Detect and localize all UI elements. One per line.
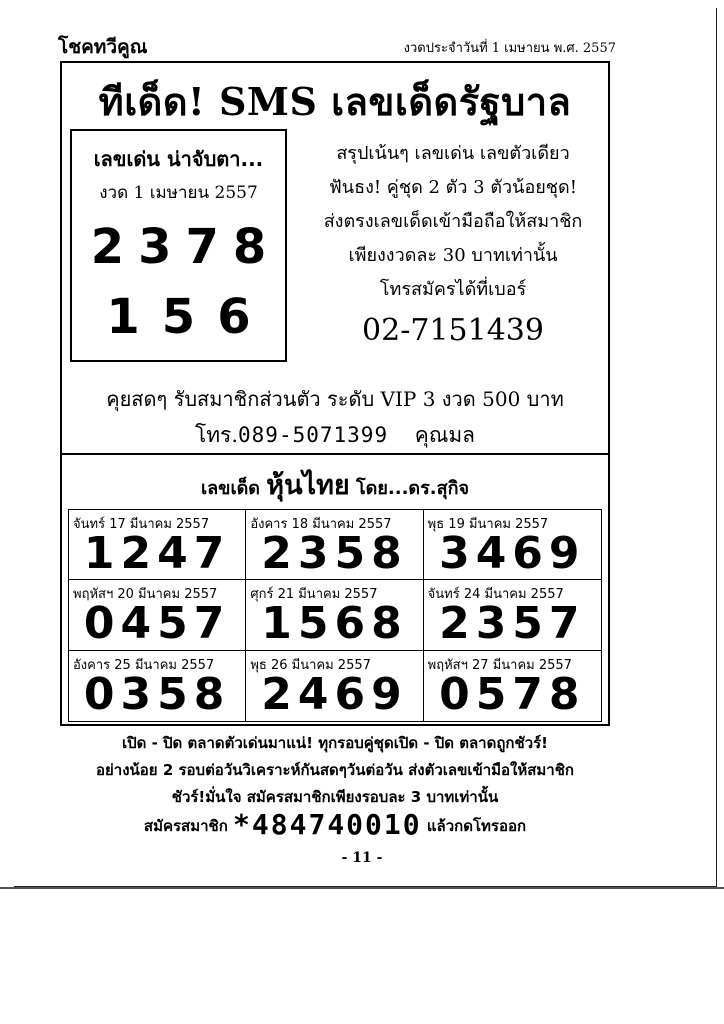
stock-date: อังคาร 18 มีนาคม 2557 — [250, 517, 392, 532]
magazine-name: โชคทวีคูณ — [58, 36, 148, 58]
promo-line: เพียงงวดละ 30 บาทเท่านั้น — [348, 245, 558, 266]
subscribe-code: *484740010 — [233, 808, 422, 841]
hot-digits-three: 156 — [106, 289, 273, 345]
stock-number: 0457 — [83, 598, 231, 650]
stock-cell — [69, 651, 246, 721]
stock-cell — [424, 510, 601, 580]
stock-number: 0358 — [83, 668, 231, 720]
stock-date: พุธ 19 มีนาคม 2557 — [427, 517, 549, 532]
promo-line: ส่งตรงเลขเด็ดเข้ามือถือให้สมาชิก — [323, 211, 583, 232]
hot-digits-four: 2378 — [90, 219, 281, 275]
vip-contact-name: คุณมล — [414, 423, 476, 447]
stock-date: จันทร์ 17 มีนาคม 2557 — [73, 517, 210, 532]
section-prefix: เลขเด็ด — [200, 478, 260, 499]
stock-cell — [246, 651, 423, 721]
stock-number: 2358 — [261, 528, 408, 579]
stock-cell — [424, 651, 601, 721]
footer-subscribe — [60, 808, 610, 841]
stock-number: 1247 — [83, 528, 231, 579]
issue-date: งวดประจำวันที่ 1 เมษายน พ.ศ. 2557 — [403, 41, 616, 56]
stock-number: 1568 — [261, 598, 408, 650]
vip-tel-prefix: โทร. — [194, 423, 239, 447]
page-edge — [0, 887, 724, 889]
stock-number-grid — [68, 509, 602, 722]
promo-line: โทรสมัครได้ที่เบอร์ — [379, 279, 527, 300]
hot-box-draw-date: งวด 1 เมษายน 2557 — [99, 183, 258, 203]
hot-box-title: เลขเด่น น่าจับตา... — [93, 147, 264, 171]
stock-cell — [246, 510, 423, 580]
stock-number: 3469 — [439, 528, 586, 579]
sms-promo — [298, 137, 608, 353]
promo-line: สรุปเน้นๆ เลขเด่น เลขตัวเดียว — [336, 143, 570, 164]
stock-number: 0578 — [439, 668, 586, 720]
headline: ทีเด็ด! SMS เลขเด็ดรัฐบาล — [98, 79, 572, 124]
footer-line: ชัวร์!มั่นใจ สมัครสมาชิกเพียงรอบละ 3 บาทเท่านั้น — [171, 788, 499, 806]
footer-line: อย่างน้อย 2 รอบต่อวันวิเคราะห์กันสดๆวันต่อวัน ส่งตัวเลขเข้ามือให้สมาชิก — [96, 761, 574, 779]
vip-tel-number: 089-5071399 — [238, 423, 389, 447]
footer-line: เปิด - ปิด ตลาดตัวเด่นมาแน่! ทุกรอบคู่ชุดเปิด - ปิด ตลาดถูกชัวร์! — [121, 734, 549, 752]
main-box — [60, 61, 610, 726]
hot-numbers-box — [70, 129, 287, 362]
stock-date: พฤหัสฯ 27 มีนาคม 2557 — [427, 657, 572, 673]
stock-cell — [69, 510, 246, 580]
vip-offer: คุยสดๆ รับสมาชิกส่วนตัว ระดับ VIP 3 งวด 500 บาท — [106, 387, 564, 411]
footer-promo — [60, 730, 610, 840]
stock-date: จันทร์ 24 มีนาคม 2557 — [427, 587, 564, 603]
stock-date: อังคาร 25 มีนาคม 2557 — [73, 657, 215, 673]
page-number: - 11 - — [341, 850, 383, 866]
subscribe-suffix: แล้วกดโทรออก — [426, 817, 527, 835]
vip-contact — [62, 419, 608, 452]
stock-date: พุธ 26 มีนาคม 2557 — [250, 657, 371, 673]
stock-number: 2469 — [261, 668, 408, 720]
promo-phone: 02-7151439 — [362, 313, 544, 348]
section-brand: หุ้นไทย — [266, 470, 350, 501]
section-divider — [62, 453, 608, 455]
stock-cell — [69, 580, 246, 650]
stock-section-title — [62, 463, 608, 506]
stock-cell — [246, 580, 423, 650]
stock-cell — [424, 580, 601, 650]
promo-line: ฟันธง! คู่ชุด 2 ตัว 3 ตัวน้อยชุด! — [329, 177, 577, 198]
subscribe-prefix: สมัครสมาชิก — [143, 817, 228, 835]
stock-date: พฤหัสฯ 20 มีนาคม 2557 — [73, 587, 218, 603]
section-author: โดย...ดร.สุกิจ — [356, 478, 470, 499]
stock-number: 2357 — [439, 598, 586, 650]
stock-date: ศุกร์ 21 มีนาคม 2557 — [250, 587, 378, 603]
